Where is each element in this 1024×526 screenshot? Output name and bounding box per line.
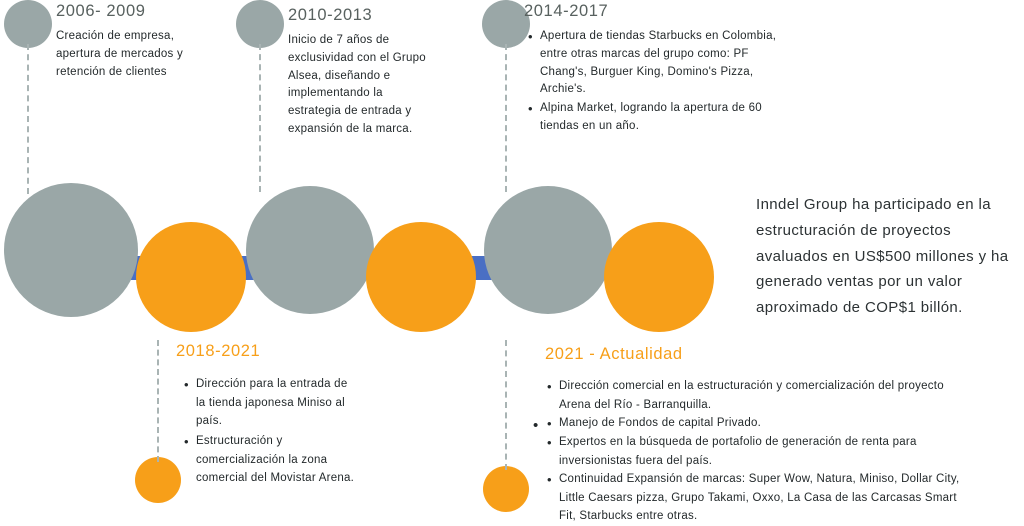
milestone-body-2014-2017 [524,28,782,136]
node-circle-2018-2021 [136,222,246,332]
milestone-bullet: • Alpina Market, logrando la apertura de 60 tiendas en un año. [540,100,782,136]
milestone-title-2010-2013: 2010-2013 [288,6,373,24]
milestone-line: implementando la [288,87,383,100]
milestone-bullet: • Apertura de tiendas Starbucks en Colombia, entre otras marcas del grupo como: PF Chang's, Burguer King, Domino's Pizza, Archie's. [540,28,782,99]
milestone-title-2021-actualidad: 2021 - Actualidad [545,345,683,363]
milestone-title-2018-2021: 2018-2021 [176,342,261,360]
milestone-line: Alsea, diseñando e [288,69,391,82]
top-circle-2010-2013 [236,0,284,48]
milestone-line: exclusividad con el Grupo [288,51,426,64]
milestone-title-2006-2009: 2006- 2009 [56,2,146,20]
milestone-bullet: • Expertos en la búsqueda de portafolio de generación de renta para inversionistas fuera del país. [559,433,965,470]
dash-line-2021-actualidad [505,340,507,470]
milestone-title-2014-2017: 2014-2017 [524,2,609,20]
top-circle-2006-2009 [4,0,52,48]
milestone-bullet: • Dirección comercial en la estructuración y comercialización del proyecto Arena del Río - Barranquilla. [559,377,965,414]
milestone-2010-2013 [288,6,458,139]
milestone-line: retención de clientes [56,65,167,78]
top-circle-2014-2017 [482,0,530,48]
dash-line-2018-2021 [157,340,159,462]
dash-line-2006-2009 [27,44,29,194]
milestone-2021-actualidad [545,345,965,526]
small-circle-2018-2021 [135,457,181,503]
milestone-2018-2021 [176,342,356,489]
node-circle-mid-orange [366,222,476,332]
milestone-body-2018-2021 [176,375,356,488]
milestone-body-2006-2009 [56,28,236,81]
milestone-bullet: • Continuidad Expansión de marcas: Super Wow, Natura, Miniso, Dollar City, Little Caesars pizza, Grupo Takami, Oxxo, La Casa de las Carcasas Smart Fit, Starbucks entre otras. [559,470,965,526]
milestone-bullet: • Dirección para la entrada de la tienda japonesa Miniso al país. [196,375,356,431]
decorative-bullet-icon: • [533,417,539,434]
milestone-line: estrategia de entrada y [288,105,412,118]
summary-text: Inndel Group ha participado en la estructuración de proyectos avaluados en US$500 millones y ha generado ventas por un valor aproximado de COP$1 billón. [756,196,1009,317]
milestone-body-2010-2013 [288,32,458,139]
small-circle-2021-actualidad [483,466,529,512]
dash-line-2010-2013 [259,44,261,192]
milestone-2014-2017 [524,2,782,137]
milestone-body-2021-actualidad [545,377,965,526]
node-circle-2006-2009 [4,183,138,317]
milestone-line: apertura de mercados y [56,47,183,60]
milestone-line: expansión de la marca. [288,123,413,136]
milestone-line: Creación de empresa, [56,30,175,42]
node-circle-2021-actualidad [604,222,714,332]
milestone-2006-2009 [56,2,236,81]
dash-line-2014-2017 [505,44,507,192]
milestone-bullet: • Estructuración y comercialización la zona comercial del Movistar Arena. [196,432,356,488]
milestone-line: Inicio de 7 años de [288,34,390,46]
node-circle-2010-2013 [246,186,374,314]
node-circle-2014-2017 [484,186,612,314]
milestone-bullet: • Manejo de Fondos de capital Privado. [559,414,965,433]
